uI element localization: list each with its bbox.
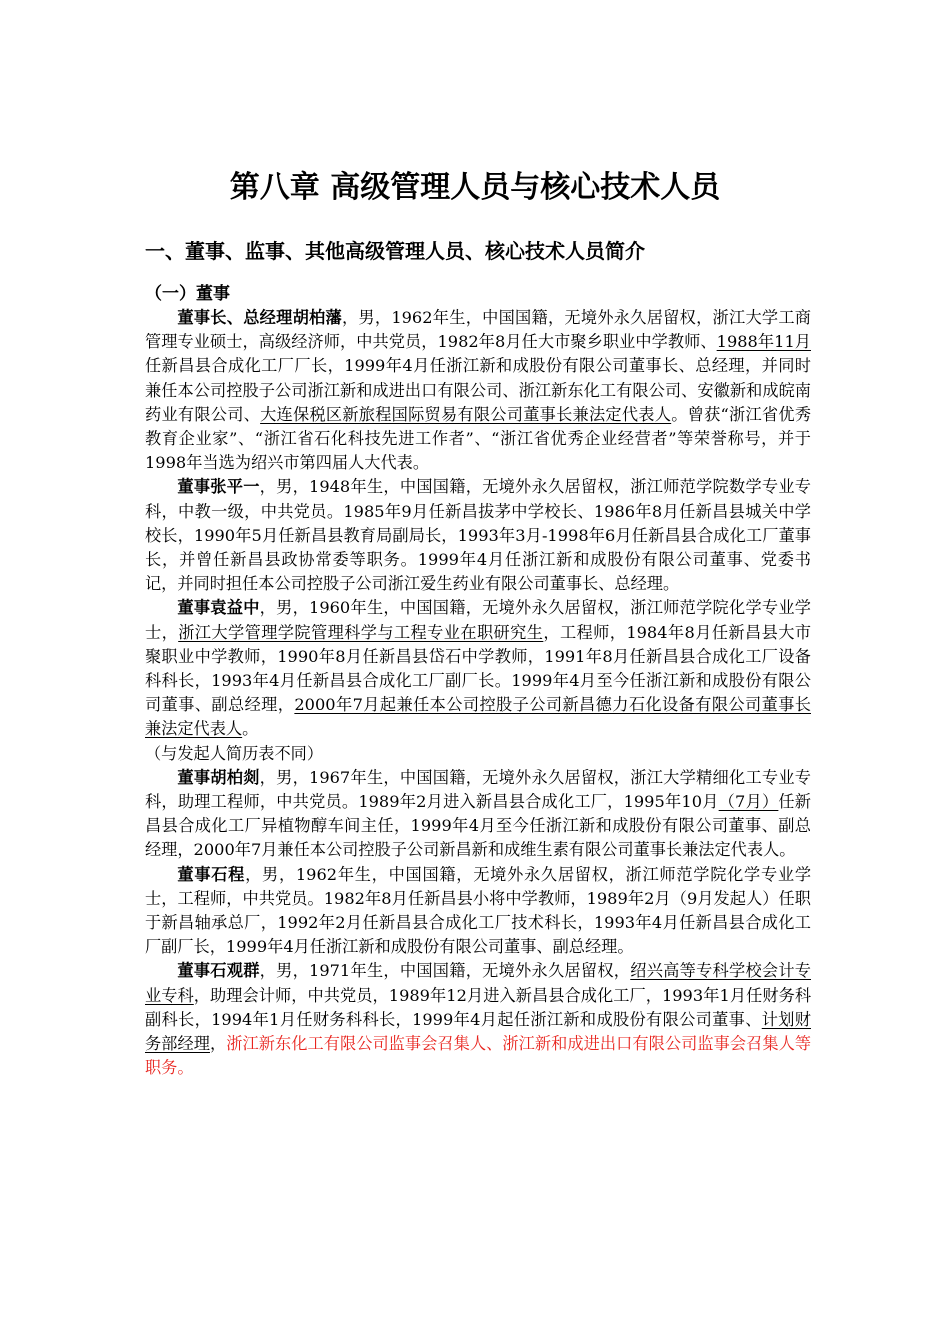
- bio-paragraph-hu-baifan: [145, 306, 811, 475]
- subsection-heading: （一）董事: [145, 284, 230, 304]
- bio-text: ，男，1948年生，中国国籍，无境外永久居留权，浙江师范学院数学专业专科，中教一级，中共党员。1985年9月任新昌拔茅中学校长、1986年8月任新昌县城关中学校长，1990年5月任新昌县教育局副局长，1993年3月-1998年6月任新昌县合成化工厂董事长，并曾任新昌县政协常委等职务。1999年4月任浙江新和成股份有限公司董事、党委书记，并同时担任本公司控股子公司浙江爱生药业有限公司董事长、总经理。: [145, 477, 811, 594]
- chapter-title: 第八章 高级管理人员与核心技术人员: [229, 170, 721, 205]
- bio-text: 任新昌县合成化工厂厂长，1999年4月任浙江新和成股份有限公司董事长、总经理，并同时兼任本公司控股子公司浙江新和成进出口有限公司、浙江新东化工有限公司、安徽新和成皖南药业有限公司、: [145, 356, 811, 424]
- annotation-note: （与发起人简历表不同）: [145, 743, 324, 763]
- underlined-text: 2000年7月起兼任本公司控股子公司新昌德力石化设备有限公司董事长兼法定代表人: [145, 695, 811, 739]
- document-body: [145, 306, 811, 1081]
- bio-name: 董事长、总经理胡柏藩: [177, 308, 342, 327]
- bio-text: 。: [242, 719, 259, 739]
- bio-text: ，男，1962年生，中国国籍，无境外永久居留权，浙江师范学院化学专业学士，工程师，中共党员。1982年8月任新昌县小将中学教师，1989年2月（9月发起人）任职于新昌轴承总厂，1992年2月任新昌县合成化工厂技术科长，1993年4月任新昌县合成化工厂副厂长，1999年4月任浙江新和成股份有限公司董事、副总经理。: [145, 864, 812, 957]
- bio-text: ，助理会计师，中共党员，1989年12月进入新昌县合成化工厂，1993年1月任财务科副科长，1994年1月任财务科科长，1999年4月起任浙江新和成股份有限公司董事、: [145, 985, 812, 1029]
- highlighted-red-text: 浙江新东化工有限公司监事会召集人、浙江新和成进出口有限公司监事会召集人等职务。: [145, 1034, 812, 1078]
- underlined-text: 绍兴高等专科学校会计专业专科: [145, 961, 811, 1005]
- section-heading: 一、董事、监事、其他高级管理人员、核心技术人员简介: [145, 239, 645, 263]
- bio-name: 董事石程: [177, 864, 246, 884]
- underlined-text: 浙江大学管理学院管理科学与工程专业在职研究生: [178, 622, 544, 642]
- bio-text: ，男，1971年生，中国国籍，无境外永久居留权，: [259, 961, 631, 981]
- underlined-text: 大连保税区新旅程国际贸易有限公司董事长兼法定代表人: [260, 404, 672, 424]
- bio-text: 。曾获“浙江省优秀教育企业家”、“浙江省石化科技先进工作者”、“浙江省优秀企业经营者”等荣誉称号，并于1998年当选为绍兴市第四届人大代表。: [145, 404, 812, 473]
- bio-text: ，男，1962年生，中国国籍，无境外永久居留权，浙江大学工商管理专业硕士，高级经济师，中共党员，1982年8月任大市聚乡职业中学教师、: [145, 308, 811, 352]
- bio-name: 董事石观群: [177, 961, 260, 981]
- underlined-text: 计划财务部经理: [145, 1009, 811, 1054]
- bio-paragraph-shi-cheng: [145, 863, 811, 960]
- bio-text: ，男，1960年生，中国国籍，无境外永久居留权，浙江师范学院化学专业学士，: [145, 598, 811, 642]
- bio-text: ，工程师，1984年8月任新昌县大市聚职业中学教师，1990年8月任新昌县岱石中学教师，1991年8月任新昌县合成化工厂设备科科长，1993年4月任新昌县合成化工厂副厂长。1999年4月至今任浙江新和成股份有限公司董事、副总经理，: [145, 622, 812, 715]
- bio-paragraph-yuan-yizhong: [145, 596, 811, 741]
- bio-name: 董事胡柏剡: [177, 767, 260, 787]
- underlined-text: （7月）: [718, 792, 779, 812]
- bio-text: 任新昌县合成化工厂异植物醇车间主任，1999年4月至今任浙江新和成股份有限公司董事、副总经理，2000年7月兼任本公司控股子公司新昌新和成维生素有限公司董事长兼法定代表人。: [145, 792, 811, 860]
- bio-name: 董事袁益中: [177, 598, 260, 618]
- bio-text: ，: [209, 1034, 227, 1054]
- bio-paragraph-hu-baishan: [145, 766, 811, 863]
- bio-paragraph-zhang-pingyi: [145, 475, 811, 596]
- bio-text: ，男，1967年生，中国国籍，无境外永久居留权，浙江大学精细化工专业专科，助理工程师，中共党员。1989年2月进入新昌县合成化工厂，1995年10月: [145, 767, 811, 812]
- underlined-text: 1988年11月: [716, 332, 811, 352]
- bio-paragraph-shi-guanqun: [145, 959, 811, 1080]
- bio-name: 董事张平一: [177, 477, 260, 497]
